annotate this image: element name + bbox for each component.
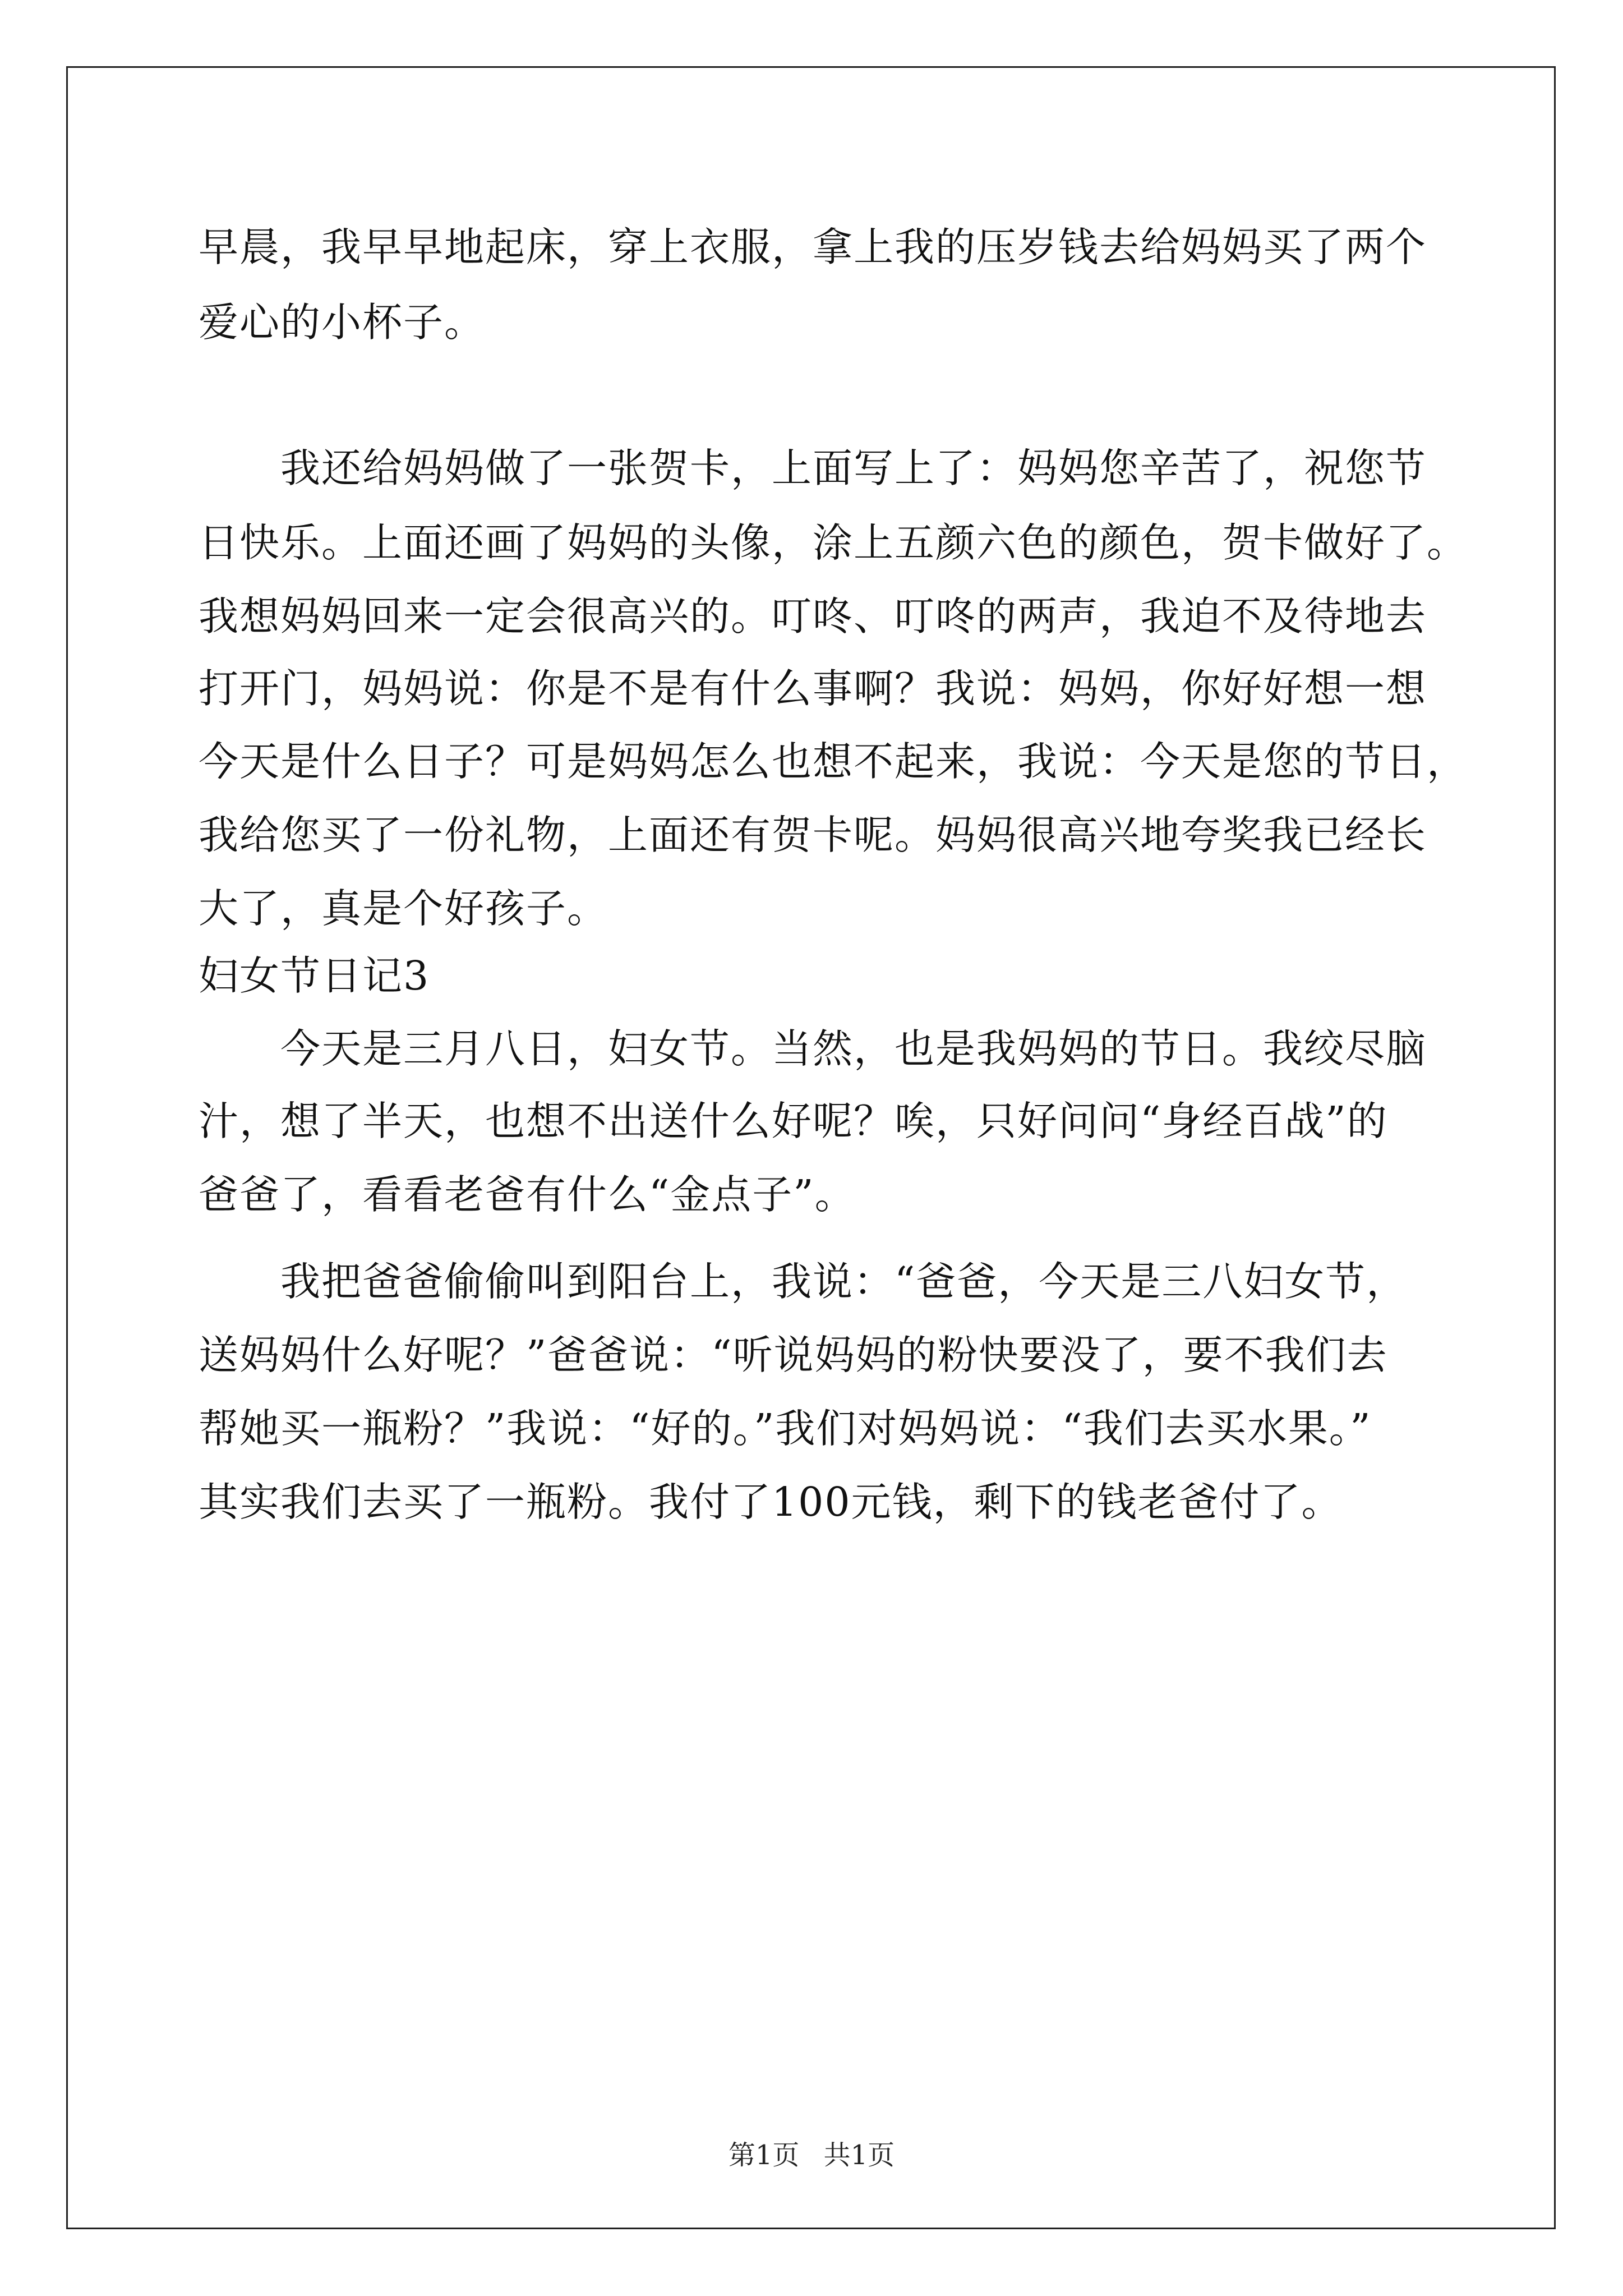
text-line-17: 其实我们去买了一瓶粉。我付了100元钱，剩下的钱老爸付了。 (199, 1479, 1343, 1525)
text-line-4: 日快乐。上面还画了妈妈的头像，涂上五颜六色的颜色，贺卡做好了。 (199, 519, 1468, 566)
text-line-1: 早晨，我早早地起床，穿上衣服，拿上我的压岁钱去给妈妈买了两个 (199, 224, 1427, 270)
page-total: 共1页 (823, 2139, 895, 2171)
text-line-7: 今天是什么日子？可是妈妈怎么也想不起来，我说：今天是您的节日， (199, 738, 1468, 785)
text-line-3: 我还给妈妈做了一张贺卡，上面写上了：妈妈您辛苦了，祝您节 (199, 445, 1427, 491)
text-line-8: 我给您买了一份礼物，上面还有贺卡呢。妈妈很高兴地夸奖我已经长 (199, 812, 1427, 858)
page-footer (0, 2139, 1623, 2171)
text-line-5: 我想妈妈回来一定会很高兴的。叮咚、叮咚的两声，我迫不及待地去 (199, 593, 1427, 639)
text-line-2: 爱心的小杯子。 (199, 299, 486, 346)
text-line-12: 汁，想了半天，也想不出送什么好呢？唉，只好问问“身经百战”的 (199, 1098, 1388, 1144)
text-line-11: 今天是三月八日，妇女节。当然，也是我妈妈的节日。我绞尽脑 (199, 1025, 1427, 1072)
page-border (66, 66, 1556, 2229)
text-line-16: 帮她买一瓶粉？”我说：“好的。”我们对妈妈说：“我们去买水果。” (199, 1405, 1372, 1452)
page-number: 第1页 (728, 2139, 800, 2171)
text-line-14: 我把爸爸偷偷叫到阳台上，我说：“爸爸，今天是三八妇女节， (199, 1258, 1408, 1305)
section-heading: 妇女节日记3 (199, 953, 430, 999)
text-line-15: 送妈妈什么好呢？”爸爸说：“听说妈妈的粉快要没了，要不我们去 (199, 1332, 1388, 1378)
text-line-6: 打开门，妈妈说：你是不是有什么事啊？我说：妈妈，你好好想一想 (199, 665, 1427, 712)
text-line-9: 大了，真是个好孩子。 (199, 885, 608, 932)
text-line-13: 爸爸了，看看老爸有什么“金点子”。 (199, 1171, 856, 1218)
